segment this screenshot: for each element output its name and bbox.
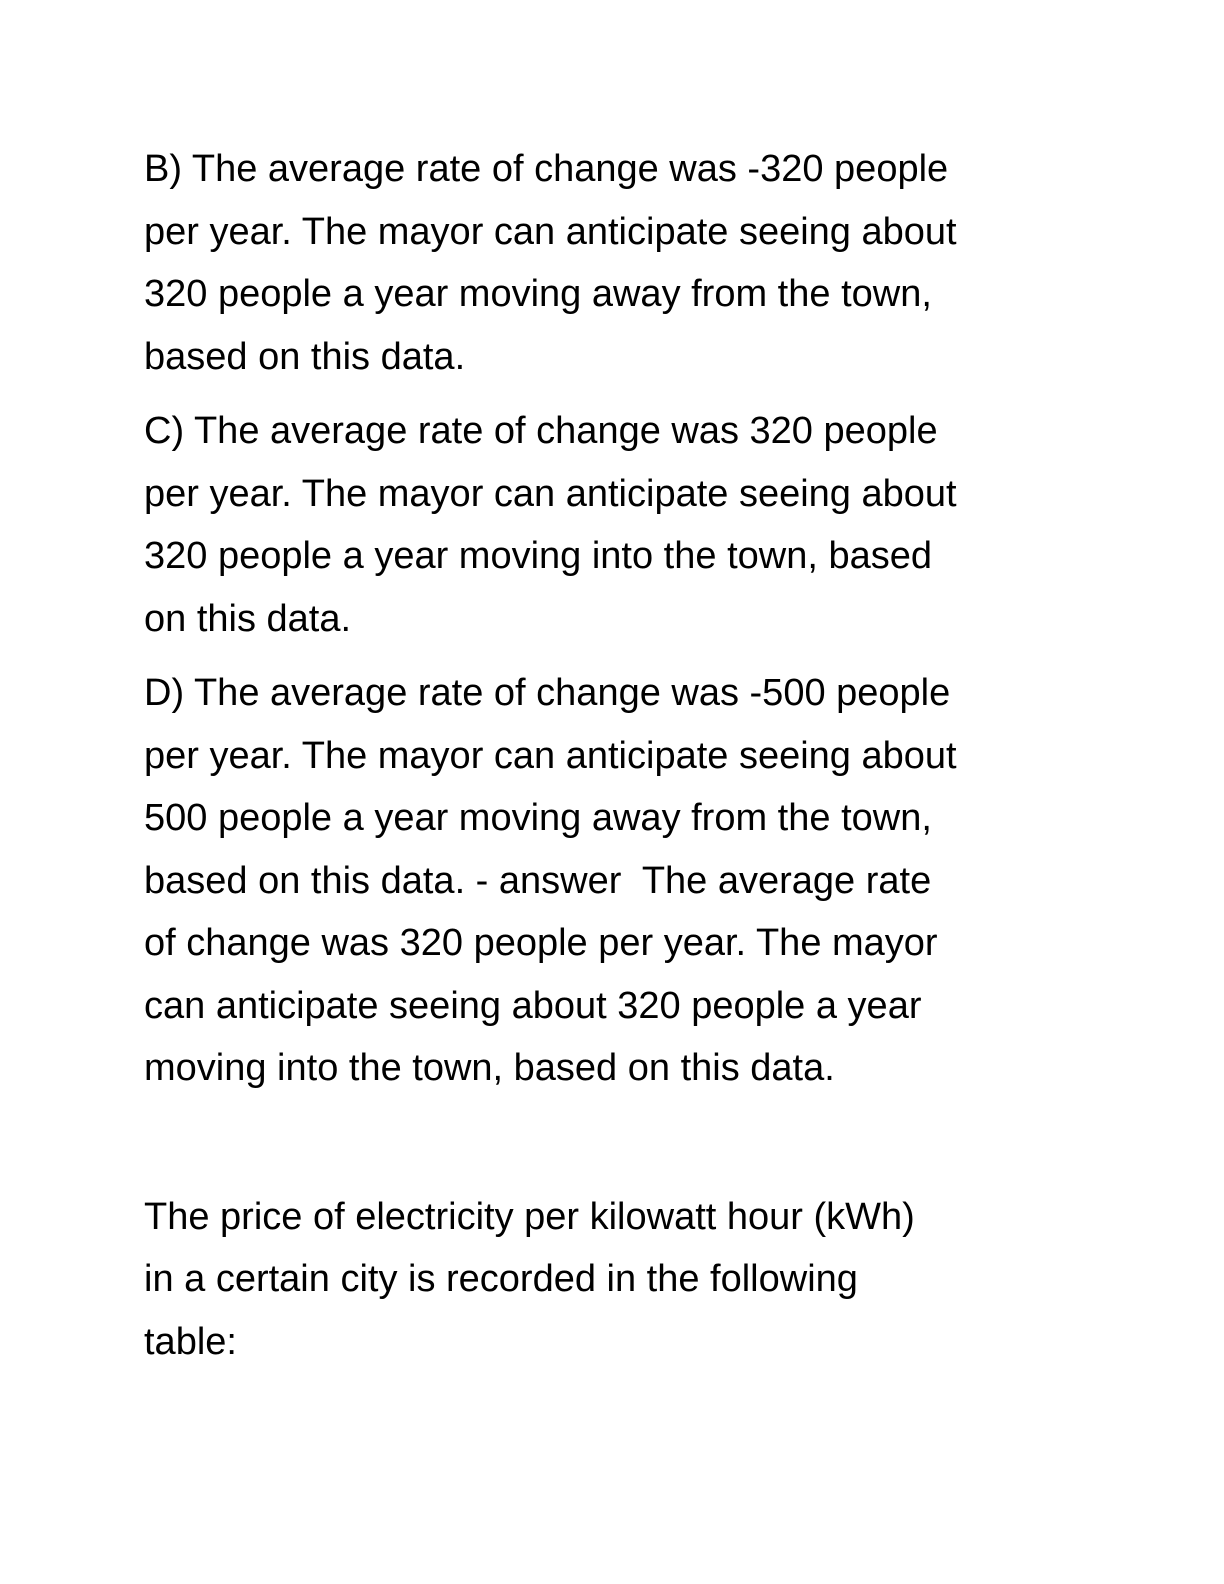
option-d-answer-paragraph [144,662,1084,1100]
text-line: 320 people a year moving away from the town, [144,273,932,315]
next-question-paragraph [144,1186,1084,1374]
text-line: moving into the town, based on this data. [144,1047,835,1089]
text-line: per year. The mayor can anticipate seeing about [144,472,957,515]
option-b-paragraph [144,138,1084,388]
text-line: in a certain city is recorded in the following [144,1258,858,1300]
text-line: table: [144,1320,237,1363]
text-line: of change was 320 people per year. The mayor [144,922,938,964]
text-line: 500 people a year moving away from the town, [144,797,932,839]
document-page [144,138,1084,1385]
text-line: based on this data. - answer The average rate [144,859,932,902]
option-c-paragraph [144,400,1084,650]
text-line: per year. The mayor can anticipate seeing about [144,210,957,253]
text-line: B) The average rate of change was -320 people [144,148,949,190]
text-line: per year. The mayor can anticipate seeing about [144,734,957,777]
text-line: on this data. [144,597,352,640]
text-line: The price of electricity per kilowatt hour (kWh) [144,1195,915,1238]
text-line: C) The average rate of change was 320 people [144,410,938,452]
text-line: D) The average rate of change was -500 people [144,672,951,714]
text-line: can anticipate seeing about 320 people a year [144,984,922,1027]
text-line: based on this data. [144,335,466,378]
text-line: 320 people a year moving into the town, based [144,535,932,577]
